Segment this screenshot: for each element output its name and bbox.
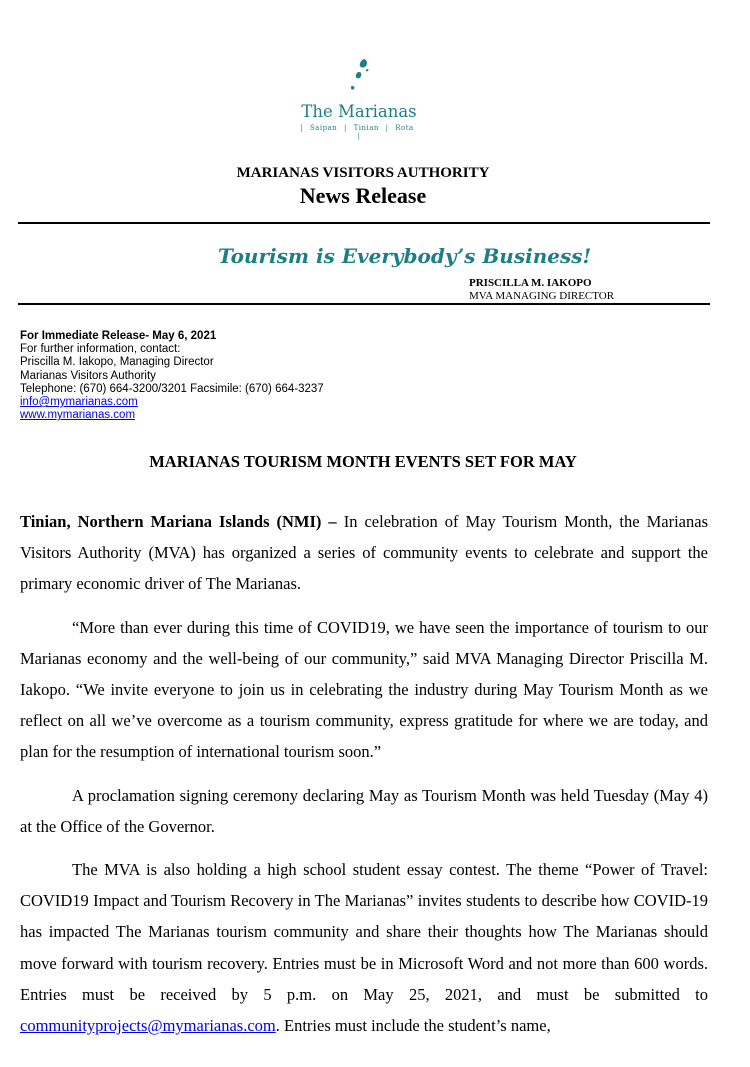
- director-name: PRISCILLA M. IAKOPO: [469, 277, 592, 289]
- contact-email-link[interactable]: info@mymarianas.com: [20, 396, 138, 409]
- community-projects-email-link[interactable]: communityprojects@mymarianas.com: [20, 1016, 276, 1036]
- paragraph-4-text-end: . Entries must include the student’s name,: [275, 1016, 551, 1036]
- contact-phone: Telephone: (670) 664-3200/3201 Facsimile: (670) 664-3237: [20, 382, 324, 395]
- contact-block: [20, 330, 324, 422]
- paragraph-4-text: The MVA is also holding a high school student essay contest. The theme “Power of Travel: COVID19 Impact and Tourism Recovery in The Marianas” invites students to describe how COVID-19 has impacted The Marianas tourism community and share their thoughts how The Marianas should move forward with tourism recovery. Entries must be in Microsoft Word and not more than 600 words. Entries must be received by 5 p.m. on May 25, 2021, and must be submitted to: [20, 860, 708, 1004]
- logo-separator: |: [357, 132, 361, 140]
- bottom-divider: [18, 303, 710, 305]
- organization-name: MARIANAS VISITORS AUTHORITY: [236, 165, 490, 181]
- article-headline: MARIANAS TOURISM MONTH EVENTS SET FOR MAY: [149, 452, 577, 471]
- logo-separator: |: [300, 124, 304, 132]
- paragraph-4: [20, 854, 708, 1041]
- logo-island-list: [300, 124, 418, 140]
- contact-intro: For further information, contact:: [20, 343, 181, 356]
- top-divider: [18, 222, 710, 224]
- website-link[interactable]: www.mymarianas.com: [20, 409, 136, 422]
- logo-island-saipan: Saipan: [309, 124, 338, 132]
- release-date: For Immediate Release- May 6, 2021: [20, 330, 217, 342]
- islands-logo-icon: [348, 58, 372, 98]
- slogan: Tourism is Everybody’s Business!: [218, 244, 592, 268]
- contact-person: Priscilla M. Iakopo, Managing Director: [20, 356, 214, 369]
- logo-island-rota: Rota: [395, 124, 414, 132]
- paragraph-1: [20, 506, 708, 600]
- paragraph-3: A proclamation signing ceremony declaring May as Tourism Month was held Tuesday (May 4) at the Office of the Governor.: [20, 785, 708, 836]
- logo-island-tinian: Tinian: [353, 124, 379, 132]
- paragraph-1-text: In celebration of May Tourism Month, the Marianas Visitors Authority (MVA) has organized a series of community events to celebrate and support the primary economic driver of The Marianas.: [20, 512, 708, 594]
- dateline: Tinian, Northern Mariana Islands (NMI) –: [20, 512, 337, 531]
- marianas-logo: [300, 58, 418, 140]
- paragraph-2: “More than ever during this time of COVID19, we have seen the importance of tourism to our Marianas economy and the well-being of our community,” said MVA Managing Director Priscilla M. Iakopo. “We invite everyone to join us in celebrating the industry during May Tourism Month as we reflect on all we’ve overcome as a tourism community, express gratitude for where we are today, and plan for the resumption of international tourism soon.”: [20, 617, 708, 762]
- director-title: MVA MANAGING DIRECTOR: [469, 290, 615, 302]
- article-body: [20, 506, 708, 1053]
- contact-organization: Marianas Visitors Authority: [20, 369, 156, 382]
- page-title: News Release: [299, 183, 427, 208]
- logo-separator: |: [385, 124, 389, 132]
- logo-separator: |: [343, 124, 347, 132]
- logo-wordmark: The Marianas: [301, 102, 417, 121]
